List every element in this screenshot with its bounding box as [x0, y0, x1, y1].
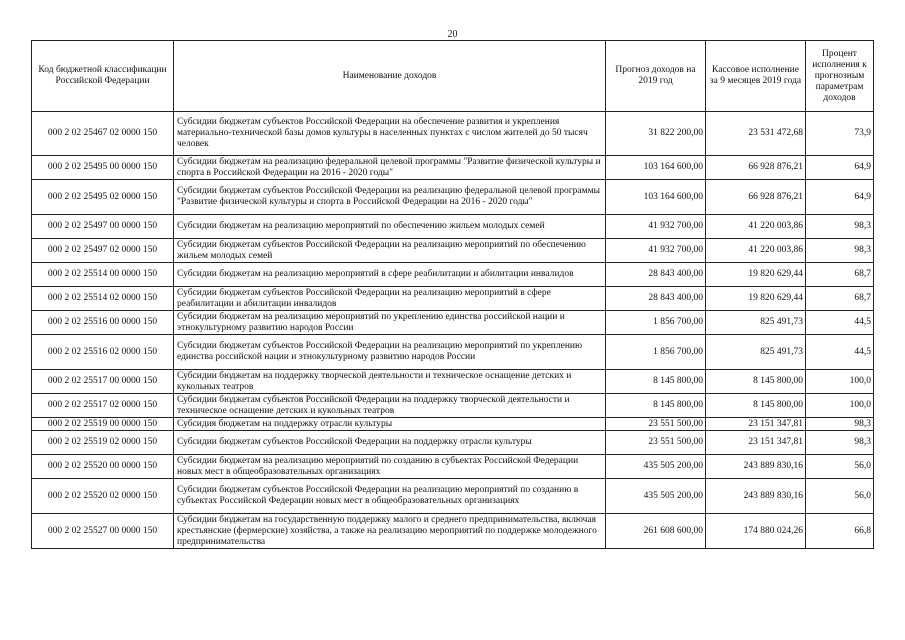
header-percent: Процент исполнения к прогнозным параметрам доходов — [806, 41, 874, 112]
row-forecast: 31 822 200,00 — [606, 112, 706, 156]
table-row — [32, 112, 874, 156]
table-row — [32, 311, 874, 335]
row-code: 000 2 02 25467 02 0000 150 — [32, 112, 174, 156]
row-execution: 8 145 800,00 — [706, 394, 806, 418]
row-code: 000 2 02 25520 02 0000 150 — [32, 479, 174, 514]
row-percent: 68,7 — [806, 287, 874, 311]
row-execution: 23 151 347,81 — [706, 418, 806, 431]
row-execution: 23 151 347,81 — [706, 431, 806, 455]
row-forecast: 435 505 200,00 — [606, 479, 706, 514]
table-row — [32, 370, 874, 394]
row-code: 000 2 02 25527 00 0000 150 — [32, 514, 174, 549]
page-number: 20 — [447, 29, 458, 40]
row-name: Субсидии бюджетам на реализацию мероприятий по созданию в субъектах Российской Федерации новых мест в общеобразовательных организациях — [174, 455, 606, 479]
row-forecast: 261 608 600,00 — [606, 514, 706, 549]
row-name: Субсидии бюджетам субъектов Российской Федерации на реализацию мероприятий по созданию в субъектах Российской Федерации новых мест в общеобразовательных организациях — [174, 479, 606, 514]
row-name: Субсидии бюджетам субъектов Российской Федерации на поддержку творческой деятельности и техническое оснащение детских и кукольных театров — [174, 394, 606, 418]
row-name: Субсидии бюджетам субъектов Российской Федерации на реализацию мероприятий в сфере реабилитации и абилитации инвалидов — [174, 287, 606, 311]
table-row — [32, 239, 874, 263]
row-name: Субсидии бюджетам на реализацию мероприятий по укреплению единства российской нации и этнокультурному развитию народов России — [174, 311, 606, 335]
row-forecast: 8 145 800,00 — [606, 370, 706, 394]
table-row — [32, 215, 874, 239]
row-percent: 66,8 — [806, 514, 874, 549]
row-code: 000 2 02 25520 00 0000 150 — [32, 455, 174, 479]
header-forecast: Прогноз доходов на 2019 год — [606, 41, 706, 112]
revenue-table — [31, 40, 874, 549]
row-name: Субсидии бюджетам на реализацию мероприятий в сфере реабилитации и абилитации инвалидов — [174, 263, 606, 287]
table-row — [32, 287, 874, 311]
row-forecast: 103 164 600,00 — [606, 156, 706, 180]
row-forecast: 41 932 700,00 — [606, 215, 706, 239]
row-code: 000 2 02 25497 02 0000 150 — [32, 239, 174, 263]
row-code: 000 2 02 25495 02 0000 150 — [32, 180, 174, 215]
row-name: Субсидии бюджетам субъектов Российской Федерации на обеспечение развития и укрепления материально-технической базы домов культуры в населенных пунктах с числом жителей до 50 тысяч человек — [174, 112, 606, 156]
row-code: 000 2 02 25516 00 0000 150 — [32, 311, 174, 335]
table-row — [32, 418, 874, 431]
row-execution: 23 531 472,68 — [706, 112, 806, 156]
table-row — [32, 263, 874, 287]
row-code: 000 2 02 25497 00 0000 150 — [32, 215, 174, 239]
row-percent: 98,3 — [806, 431, 874, 455]
row-forecast: 8 145 800,00 — [606, 394, 706, 418]
row-code: 000 2 02 25517 00 0000 150 — [32, 370, 174, 394]
row-code: 000 2 02 25514 02 0000 150 — [32, 287, 174, 311]
row-percent: 98,3 — [806, 418, 874, 431]
row-name: Субсидии бюджетам на поддержку творческой деятельности и техническое оснащение детских и кукольных театров — [174, 370, 606, 394]
row-name: Субсидии бюджетам на государственную поддержку малого и среднего предпринимательства, включая крестьянские (фермерские) хозяйства, а также на реализацию мероприятий по поддержке молодежного предпринимательства — [174, 514, 606, 549]
row-percent: 98,3 — [806, 215, 874, 239]
row-percent: 64,9 — [806, 156, 874, 180]
table-row — [32, 431, 874, 455]
header-execution: Кассовое исполнение за 9 месяцев 2019 года — [706, 41, 806, 112]
row-name: Субсидия бюджетам на поддержку отрасли культуры — [174, 418, 606, 431]
row-execution: 8 145 800,00 — [706, 370, 806, 394]
table-row — [32, 335, 874, 370]
table-header-row — [32, 41, 874, 112]
row-forecast: 1 856 700,00 — [606, 335, 706, 370]
row-execution: 41 220 003,86 — [706, 239, 806, 263]
row-execution: 243 889 830,16 — [706, 479, 806, 514]
row-name: Субсидии бюджетам субъектов Российской Федерации на поддержку отрасли культуры — [174, 431, 606, 455]
row-execution: 19 820 629,44 — [706, 263, 806, 287]
row-name: Субсидии бюджетам субъектов Российской Федерации на реализацию федеральной целевой программы "Развитие физической культуры и спорта в Российской Федерации на 2016 - 2020 годы" — [174, 180, 606, 215]
row-percent: 98,3 — [806, 239, 874, 263]
row-execution: 174 880 024,26 — [706, 514, 806, 549]
row-execution: 243 889 830,16 — [706, 455, 806, 479]
row-forecast: 23 551 500,00 — [606, 418, 706, 431]
table-row — [32, 514, 874, 549]
row-forecast: 1 856 700,00 — [606, 311, 706, 335]
row-name: Субсидии бюджетам субъектов Российской Федерации на реализацию мероприятий по укреплению единства российской нации и этнокультурному развитию народов России — [174, 335, 606, 370]
row-percent: 44,5 — [806, 311, 874, 335]
row-percent: 73,9 — [806, 112, 874, 156]
row-code: 000 2 02 25495 00 0000 150 — [32, 156, 174, 180]
row-forecast: 28 843 400,00 — [606, 287, 706, 311]
row-forecast: 435 505 200,00 — [606, 455, 706, 479]
row-percent: 100,0 — [806, 370, 874, 394]
row-forecast: 23 551 500,00 — [606, 431, 706, 455]
row-execution: 66 928 876,21 — [706, 156, 806, 180]
row-name: Субсидии бюджетам на реализацию федеральной целевой программы "Развитие физической культуры и спорта в Российской Федерации на 2016 - 2020 годы" — [174, 156, 606, 180]
row-code: 000 2 02 25514 00 0000 150 — [32, 263, 174, 287]
table-row — [32, 156, 874, 180]
row-code: 000 2 02 25516 02 0000 150 — [32, 335, 174, 370]
row-execution: 41 220 003,86 — [706, 215, 806, 239]
row-percent: 56,0 — [806, 479, 874, 514]
row-percent: 100,0 — [806, 394, 874, 418]
row-forecast: 28 843 400,00 — [606, 263, 706, 287]
row-percent: 68,7 — [806, 263, 874, 287]
row-code: 000 2 02 25519 00 0000 150 — [32, 418, 174, 431]
table-row — [32, 394, 874, 418]
row-percent: 56,0 — [806, 455, 874, 479]
header-name: Наименование доходов — [174, 41, 606, 112]
table-row — [32, 180, 874, 215]
table-row — [32, 479, 874, 514]
row-code: 000 2 02 25517 02 0000 150 — [32, 394, 174, 418]
table-body — [32, 112, 874, 549]
row-name: Субсидии бюджетам на реализацию мероприятий по обеспечению жильем молодых семей — [174, 215, 606, 239]
row-percent: 44,5 — [806, 335, 874, 370]
row-execution: 66 928 876,21 — [706, 180, 806, 215]
row-execution: 825 491,73 — [706, 311, 806, 335]
row-execution: 825 491,73 — [706, 335, 806, 370]
row-code: 000 2 02 25519 02 0000 150 — [32, 431, 174, 455]
row-forecast: 41 932 700,00 — [606, 239, 706, 263]
row-percent: 64,9 — [806, 180, 874, 215]
table-row — [32, 455, 874, 479]
row-execution: 19 820 629,44 — [706, 287, 806, 311]
row-forecast: 103 164 600,00 — [606, 180, 706, 215]
header-code: Код бюджетной классификации Российской Федерации — [32, 41, 174, 112]
row-name: Субсидии бюджетам субъектов Российской Федерации на реализацию мероприятий по обеспечению жильем молодых семей — [174, 239, 606, 263]
